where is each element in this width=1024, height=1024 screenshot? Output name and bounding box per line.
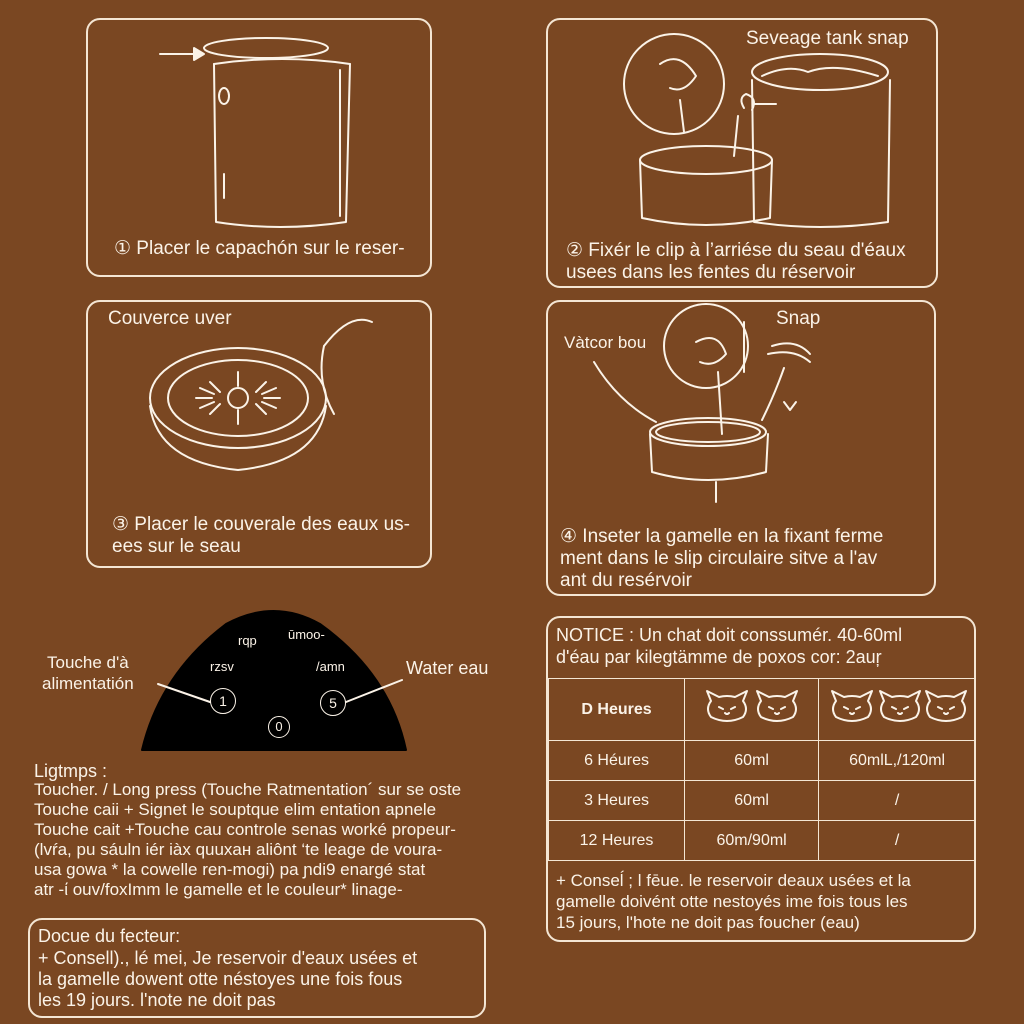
row-col1: 60m/90ml bbox=[685, 821, 819, 861]
panel-label-c: rzsv bbox=[210, 659, 234, 674]
lights-line-6: atr -ί ouv/foxImm le gamelle et le couleur* linage- bbox=[34, 880, 403, 899]
panel-label-d: /amn bbox=[316, 659, 345, 674]
power-button[interactable]: 1 bbox=[210, 688, 236, 714]
docue-box bbox=[28, 918, 486, 1018]
cat-icons-two bbox=[819, 679, 976, 741]
lights-line-5: usa gowa * la cowelle ren-mogi) pa ɲdi9 enargé stat bbox=[34, 860, 426, 879]
cat-icons-one bbox=[685, 679, 819, 741]
step-4-caption: ④ Inseter la gamelle en la fixant ferme ment dans le slip circulaire sitve a l'av ant du resérvoir bbox=[560, 526, 884, 591]
step-4-side-label: Vàtcor bou bbox=[564, 333, 647, 352]
row-col1: 60ml bbox=[685, 741, 819, 781]
row-hours: 12 Heures bbox=[549, 821, 685, 861]
lights-line-4: (lvŕa, pu sáuln iér iàx quuxaн aliônt ‘te leage de voura- bbox=[34, 840, 443, 859]
step-3-caption: ③ Placer le couverale des eaux us- ees sur le seau bbox=[112, 514, 410, 557]
water-key-label: Water eau bbox=[406, 658, 489, 678]
docue-title: Docue du fecteur: bbox=[38, 926, 181, 946]
conseil-text: + Conseĺ ; l fēue. le reservoir deaux usées et la gamelle doivént otte nestoyés ime fois tous les 15 jours, l'hote ne doit pas foucher (eau) bbox=[556, 871, 911, 932]
water-button[interactable]: 5 bbox=[320, 690, 346, 716]
row-col2: / bbox=[819, 781, 976, 821]
row-col2: 60mlL,/120ml bbox=[819, 741, 976, 781]
row-hours: 3 Heures bbox=[549, 781, 685, 821]
lights-line-2: Touche caii + Signet le souptque elim entation apnele bbox=[34, 800, 437, 819]
docue-text: + Consell)., lé mei, Je reservoir d'eaux usées et la gamelle dowent otte néstoyes une fois fous les 19 jours. l'note ne doit pas bbox=[38, 948, 418, 1010]
center-button[interactable]: 0 bbox=[268, 716, 290, 738]
power-key-label: Touche d'à alimentatión bbox=[42, 653, 134, 693]
lights-line-1: Toucher. / Long press (Touche Ratmentation´ sur se oste bbox=[34, 780, 462, 799]
step-4-title: Snap bbox=[776, 308, 821, 329]
step-1-caption: ① Placer le capachón sur le reser- bbox=[114, 238, 405, 259]
step-2-title: Seveage tank snap bbox=[746, 28, 909, 49]
row-hours: 6 Héures bbox=[549, 741, 685, 781]
water-table bbox=[548, 678, 976, 861]
step-2-caption: ② Fixér le clip à l’arriése du seau d'éaux usees dans les fentes du réservoir bbox=[566, 240, 906, 283]
table-header-hours: D Heures bbox=[549, 679, 685, 741]
row-col1: 60ml bbox=[685, 781, 819, 821]
panel-label-b: ūmoo- bbox=[288, 627, 325, 642]
row-col2: / bbox=[819, 821, 976, 861]
lights-title: Ligtmps : bbox=[34, 761, 108, 781]
lights-line-3: Touche cait +Touche cau controle senas worké propeur- bbox=[34, 820, 456, 839]
notice-text: NOTICE : Un chat doit conssumér. 40-60ml d'éau par kilegtämme de poxos cor: 2auŗ bbox=[556, 625, 903, 667]
notice-box bbox=[546, 616, 976, 942]
panel-label-a: rqp bbox=[238, 633, 257, 648]
step-3-title: Couverce uver bbox=[108, 308, 232, 329]
